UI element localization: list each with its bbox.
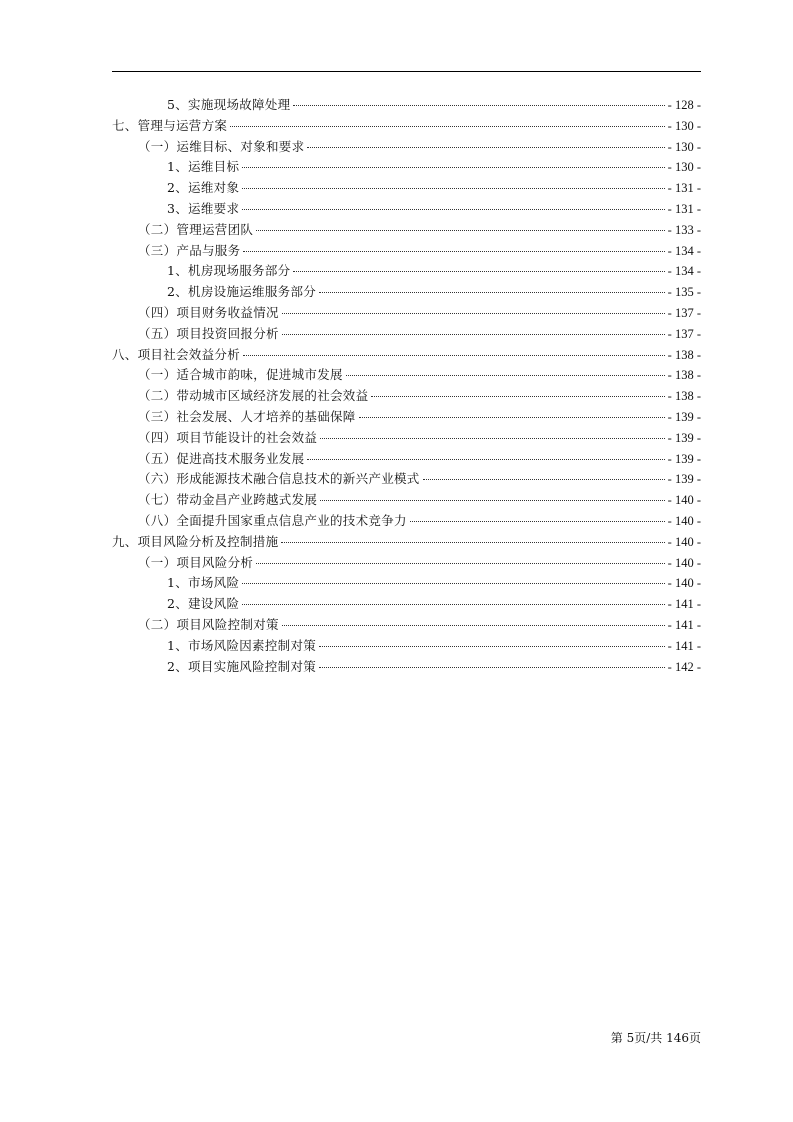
toc-entry-page-number: - 142 - xyxy=(667,659,701,674)
toc-entry[interactable] xyxy=(112,199,701,220)
toc-entry-title: （二）项目风险控制对策 xyxy=(138,616,279,632)
toc-entry-title: （四）项目财务收益情况 xyxy=(138,304,279,320)
page-footer xyxy=(611,1029,701,1046)
toc-dot-leader xyxy=(242,583,664,584)
toc-dot-leader xyxy=(371,396,664,397)
toc-entry-title: （二）带动城市区域经济发展的社会效益 xyxy=(138,388,369,404)
toc-entry-title: 3、运维要求 xyxy=(167,200,240,216)
toc-dot-leader xyxy=(230,126,664,127)
toc-entry-page-number: - 134 - xyxy=(667,243,701,258)
toc-entry-title: 1、运维目标 xyxy=(167,159,240,175)
toc-dot-leader xyxy=(307,147,664,148)
toc-dot-leader xyxy=(293,105,664,106)
toc-dot-leader xyxy=(320,500,664,501)
toc-entry[interactable] xyxy=(112,303,701,324)
toc-entry[interactable] xyxy=(112,490,701,511)
toc-entry-page-number: - 140 - xyxy=(667,493,701,508)
toc-entry[interactable] xyxy=(112,532,701,553)
toc-entry-title: （二）管理运营团队 xyxy=(138,221,254,237)
toc-entry-title: （五）促进高技术服务业发展 xyxy=(138,450,305,466)
toc-entry[interactable] xyxy=(112,220,701,241)
toc-entry[interactable] xyxy=(112,407,701,428)
toc-entry-page-number: - 131 - xyxy=(667,181,701,196)
toc-entry-title: （五）项目投资回报分析 xyxy=(138,325,279,341)
toc-entry[interactable] xyxy=(112,428,701,449)
toc-entry-page-number: - 134 - xyxy=(667,264,701,279)
toc-entry[interactable] xyxy=(112,157,701,178)
toc-entry-page-number: - 131 - xyxy=(667,201,701,216)
toc-entry[interactable] xyxy=(112,615,701,636)
toc-dot-leader xyxy=(281,542,664,543)
toc-entry[interactable] xyxy=(112,573,701,594)
table-of-contents xyxy=(112,95,701,677)
toc-dot-leader xyxy=(243,251,664,252)
toc-entry-page-number: - 138 - xyxy=(667,389,701,404)
toc-entry-title: 1、市场风险因素控制对策 xyxy=(167,637,317,653)
toc-entry-title: （三）产品与服务 xyxy=(138,242,241,258)
toc-dot-leader xyxy=(282,313,665,314)
toc-entry-page-number: - 139 - xyxy=(667,451,701,466)
toc-entry-page-number: - 130 - xyxy=(667,160,701,175)
toc-entry[interactable] xyxy=(112,594,701,615)
toc-dot-leader xyxy=(242,604,664,605)
toc-entry-title: （四）项目节能设计的社会效益 xyxy=(138,429,318,445)
toc-entry-page-number: - 139 - xyxy=(667,472,701,487)
toc-entry-title: （一）适合城市韵味，促进城市发展 xyxy=(138,367,343,383)
toc-entry[interactable] xyxy=(112,282,701,303)
toc-entry-page-number: - 141 - xyxy=(667,617,701,632)
toc-entry[interactable] xyxy=(112,657,701,678)
page-indicator: 第 5页/共 146页 xyxy=(610,1031,701,1045)
toc-dot-leader xyxy=(319,292,665,293)
toc-entry-title: 八、项目社会效益分析 xyxy=(112,346,241,362)
toc-entry[interactable] xyxy=(112,449,701,470)
toc-entry-page-number: - 130 - xyxy=(667,139,701,154)
toc-entry-title: （一）运维目标、对象和要求 xyxy=(138,138,305,154)
toc-entry[interactable] xyxy=(112,95,701,116)
toc-entry-page-number: - 141 - xyxy=(667,638,701,653)
toc-entry-page-number: - 139 - xyxy=(667,430,701,445)
toc-entry-title: （一）项目风险分析 xyxy=(138,554,254,570)
toc-entry[interactable] xyxy=(112,636,701,657)
toc-dot-leader xyxy=(319,667,665,668)
toc-entry-title: 2、运维对象 xyxy=(167,180,240,196)
toc-dot-leader xyxy=(293,271,664,272)
toc-entry[interactable] xyxy=(112,261,701,282)
toc-entry[interactable] xyxy=(112,116,701,137)
toc-entry-title: 1、市场风险 xyxy=(167,575,240,591)
toc-dot-leader xyxy=(307,459,664,460)
toc-dot-leader xyxy=(243,355,665,356)
toc-entry[interactable] xyxy=(112,511,701,532)
toc-dot-leader xyxy=(410,521,665,522)
toc-dot-leader xyxy=(320,438,664,439)
toc-entry-page-number: - 139 - xyxy=(667,409,701,424)
toc-entry-page-number: - 140 - xyxy=(667,555,701,570)
toc-dot-leader xyxy=(423,479,665,480)
toc-dot-leader xyxy=(242,167,664,168)
toc-entry[interactable] xyxy=(112,241,701,262)
toc-dot-leader xyxy=(256,230,664,231)
toc-entry-title: （三）社会发展、人才培养的基础保障 xyxy=(138,408,356,424)
toc-entry-title: 九、项目风险分析及控制措施 xyxy=(112,533,279,549)
toc-entry-page-number: - 128 - xyxy=(667,98,701,112)
toc-entry[interactable] xyxy=(112,324,701,345)
toc-dot-leader xyxy=(256,563,664,564)
toc-entry-page-number: - 141 - xyxy=(667,597,701,612)
toc-entry-page-number: - 137 - xyxy=(667,305,701,320)
toc-entry-page-number: - 140 - xyxy=(667,513,701,528)
toc-entry[interactable] xyxy=(112,178,701,199)
toc-dot-leader xyxy=(359,417,665,418)
toc-entry-page-number: - 138 - xyxy=(667,368,701,383)
toc-dot-leader xyxy=(346,375,665,376)
toc-entry-title: 2、项目实施风险控制对策 xyxy=(167,658,317,674)
toc-entry-title: （六）形成能源技术融合信息技术的新兴产业模式 xyxy=(138,471,420,487)
toc-dot-leader xyxy=(242,188,664,189)
toc-entry-title: （八）全面提升国家重点信息产业的技术竞争力 xyxy=(138,512,407,528)
toc-entry[interactable] xyxy=(112,137,701,158)
toc-entry-page-number: - 137 - xyxy=(667,326,701,341)
toc-entry-title: 2、建设风险 xyxy=(167,596,240,612)
toc-dot-leader xyxy=(319,646,665,647)
toc-entry-title: 1、机房现场服务部分 xyxy=(167,263,291,279)
toc-entry-page-number: - 130 - xyxy=(667,118,701,133)
toc-entry[interactable] xyxy=(112,365,701,386)
toc-entry-title: （七）带动金昌产业跨越式发展 xyxy=(138,492,318,508)
header-rule xyxy=(112,71,701,72)
toc-dot-leader xyxy=(282,334,665,335)
toc-entry-page-number: - 133 - xyxy=(667,222,701,237)
toc-entry-title: 2、机房设施运维服务部分 xyxy=(167,284,317,300)
toc-entry-page-number: - 138 - xyxy=(667,347,701,362)
toc-entry-title: 七、管理与运营方案 xyxy=(112,117,228,133)
toc-dot-leader xyxy=(242,209,664,210)
toc-entry-page-number: - 135 - xyxy=(667,285,701,300)
toc-entry-title: 5、实施现场故障处理 xyxy=(167,97,291,112)
toc-entry[interactable] xyxy=(112,553,701,574)
toc-entry[interactable] xyxy=(112,386,701,407)
toc-entry[interactable] xyxy=(112,469,701,490)
toc-entry-page-number: - 140 - xyxy=(667,534,701,549)
toc-entry[interactable] xyxy=(112,345,701,366)
toc-dot-leader xyxy=(282,625,665,626)
toc-entry-page-number: - 140 - xyxy=(667,576,701,591)
